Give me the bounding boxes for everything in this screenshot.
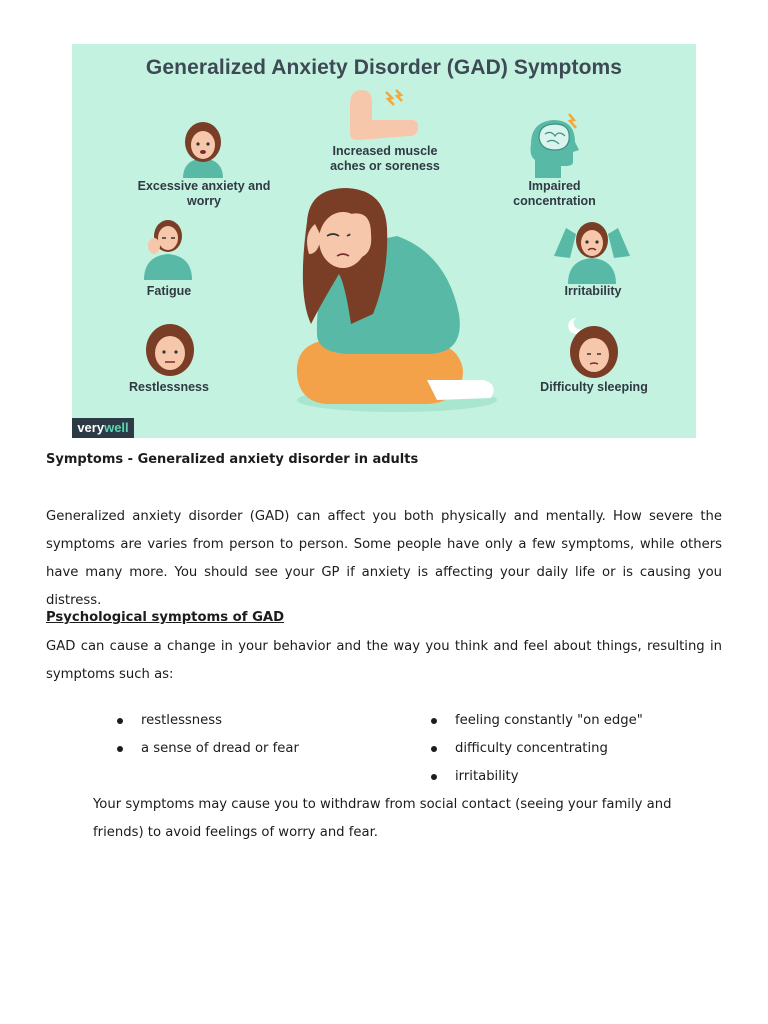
tired-person-icon [140, 216, 198, 284]
label-excessive-anxiety: Excessive anxiety and worry [137, 179, 271, 208]
sore-arm-illustration [342, 84, 422, 144]
symptom-list-right [431, 707, 643, 791]
psychological-symptoms-heading: Psychological symptoms of GAD [46, 610, 285, 625]
label-difficulty-sleeping: Difficulty sleeping [540, 380, 648, 394]
label-irritability: Irritability [564, 284, 622, 298]
gad-infographic [72, 44, 696, 438]
psychological-intro-paragraph: GAD can cause a change in your behavior and the way you think and feel about things, resulting in symptoms such as: [46, 639, 722, 682]
restless-person-icon [142, 322, 198, 380]
section-heading: Symptoms - Generalized anxiety disorder in adults [46, 452, 419, 467]
list-item: a sense of dread or fear [117, 735, 299, 763]
bullet-icon [431, 774, 437, 780]
bullet-icon [117, 746, 123, 752]
bullet-icon [117, 718, 123, 724]
list-item: restlessness [117, 707, 299, 735]
label-fatigue: Fatigue [146, 284, 192, 298]
label-impaired-concentration: Impaired concentration [513, 179, 596, 208]
anxious-person-icon [175, 120, 231, 178]
infographic-title: Generalized Anxiety Disorder (GAD) Symptoms [145, 56, 623, 79]
bullet-icon [431, 718, 437, 724]
verywell-logo: verywell [72, 418, 134, 438]
list-item: difficulty concentrating [431, 735, 643, 763]
list-item: feeling constantly "on edge" [431, 707, 643, 735]
irritated-person-icon [550, 216, 634, 284]
list-item: irritability [431, 763, 643, 791]
closing-paragraph: Your symptoms may cause you to withdraw from social contact (seeing your family and friends) to avoid feelings of worry and fear. [93, 797, 672, 840]
brain-head-icon [525, 110, 585, 180]
label-restlessness: Restlessness [129, 380, 209, 394]
intro-paragraph: Generalized anxiety disorder (GAD) can affect you both physically and mentally. How severe the symptoms are varies from person to person. Some people have only a few symptoms, while others have many more. You should see your GP if anxiety is affecting your daily life or is causing you distress. [46, 509, 722, 608]
symptom-list-left [117, 707, 299, 763]
sleepless-person-icon [556, 308, 628, 380]
central-anxious-figure [287, 184, 507, 414]
label-muscle-aches: Increased muscle aches or soreness [330, 144, 440, 173]
bullet-icon [431, 746, 437, 752]
